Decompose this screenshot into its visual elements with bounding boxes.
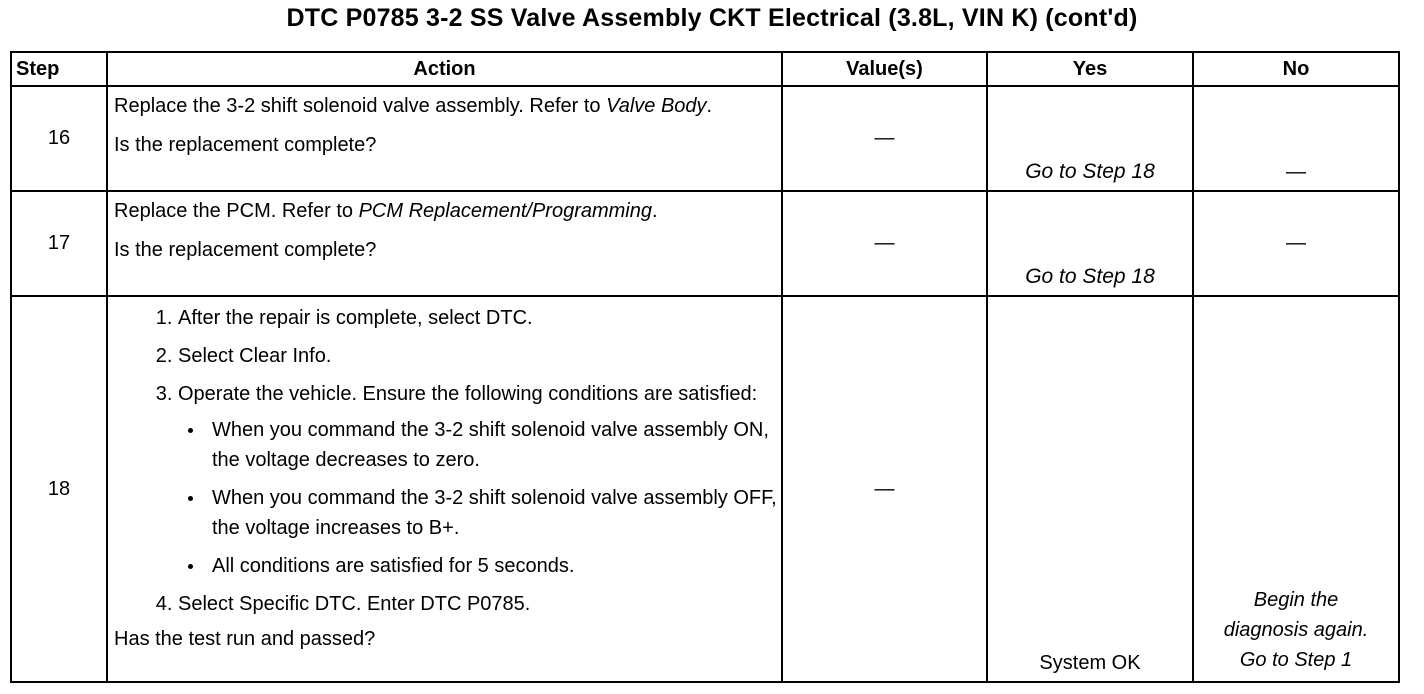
header-row <box>11 52 1399 86</box>
reference-link[interactable]: Valve Body <box>606 95 707 117</box>
yes-goto-link[interactable]: Go to Step 18 <box>1025 265 1155 288</box>
procedure-step: 4. Select Specific DTC. Enter DTC P0785. <box>178 589 781 619</box>
step-number: 17 <box>11 191 107 296</box>
values-cell <box>782 296 987 682</box>
condition-item: When you command the 3-2 shift solenoid valve assembly ON, the voltage decreases to zero. <box>178 415 781 475</box>
no-dash: — <box>1286 232 1306 254</box>
no-cell <box>1193 296 1399 682</box>
procedure-steps <box>108 303 781 619</box>
diagnostic-table <box>10 51 1400 683</box>
table-row <box>11 86 1399 191</box>
no-cell <box>1193 191 1399 296</box>
values-dash: — <box>874 127 895 149</box>
no-dash: — <box>1286 161 1306 183</box>
action-text: Replace the 3-2 shift solenoid valve assembly. Refer to Valve Body. <box>114 95 713 117</box>
action-cell <box>107 86 782 191</box>
action-question: Is the replacement complete? <box>114 239 377 261</box>
page-title: DTC P0785 3-2 SS Valve Assembly CKT Electrical (3.8L, VIN K) (cont'd) <box>286 4 1138 32</box>
action-question: Is the replacement complete? <box>114 134 377 156</box>
procedure-step: 1. After the repair is complete, select DTC. <box>178 303 781 333</box>
no-goto-link[interactable]: Go to Step 1 <box>1239 649 1353 671</box>
condition-item: All conditions are satisfied for 5 seconds. <box>178 551 781 581</box>
values-cell <box>782 191 987 296</box>
step-number: 18 <box>11 296 107 682</box>
values-cell <box>782 86 987 191</box>
header-values: Value(s) <box>782 52 987 86</box>
bullet-icon <box>188 564 193 569</box>
header-step: Step <box>11 52 107 86</box>
action-text: Replace the PCM. Refer to PCM Replacement/Programming. <box>114 200 658 222</box>
procedure-step: 2. Select Clear Info. <box>178 341 781 371</box>
table-row <box>11 191 1399 296</box>
values-dash: — <box>874 232 895 254</box>
yes-goto-link[interactable]: Go to Step 18 <box>1025 160 1155 183</box>
condition-item: When you command the 3-2 shift solenoid valve assembly OFF, the voltage increases to B+. <box>178 483 781 543</box>
header-action: Action <box>107 52 782 86</box>
values-dash: — <box>874 477 895 500</box>
yes-cell <box>987 296 1193 682</box>
table-row <box>11 296 1399 682</box>
reference-link[interactable]: PCM Replacement/Programming <box>358 200 652 222</box>
no-instruction: Begin the diagnosis again. Go to Step 1 <box>1194 585 1398 675</box>
action-question: Has the test run and passed? <box>114 628 376 650</box>
header-no: No <box>1193 52 1399 86</box>
yes-cell <box>987 86 1193 191</box>
header-yes: Yes <box>987 52 1193 86</box>
condition-list <box>178 415 781 581</box>
action-cell <box>107 296 782 682</box>
bullet-icon <box>188 428 193 433</box>
procedure-step: 3. Operate the vehicle. Ensure the following conditions are satisfied: When you command the 3-2 shift solenoid valve assembly ON, the voltage decreases to zero. When you command the 3-2 shift solenoid valve assembly OFF, the voltage increases to B+. All conditions are satisfied for 5 seconds. <box>178 379 781 581</box>
action-cell <box>107 191 782 296</box>
bullet-icon <box>188 496 193 501</box>
yes-cell <box>987 191 1193 296</box>
step-number: 16 <box>11 86 107 191</box>
no-cell <box>1193 86 1399 191</box>
yes-result: System OK <box>1039 652 1141 674</box>
